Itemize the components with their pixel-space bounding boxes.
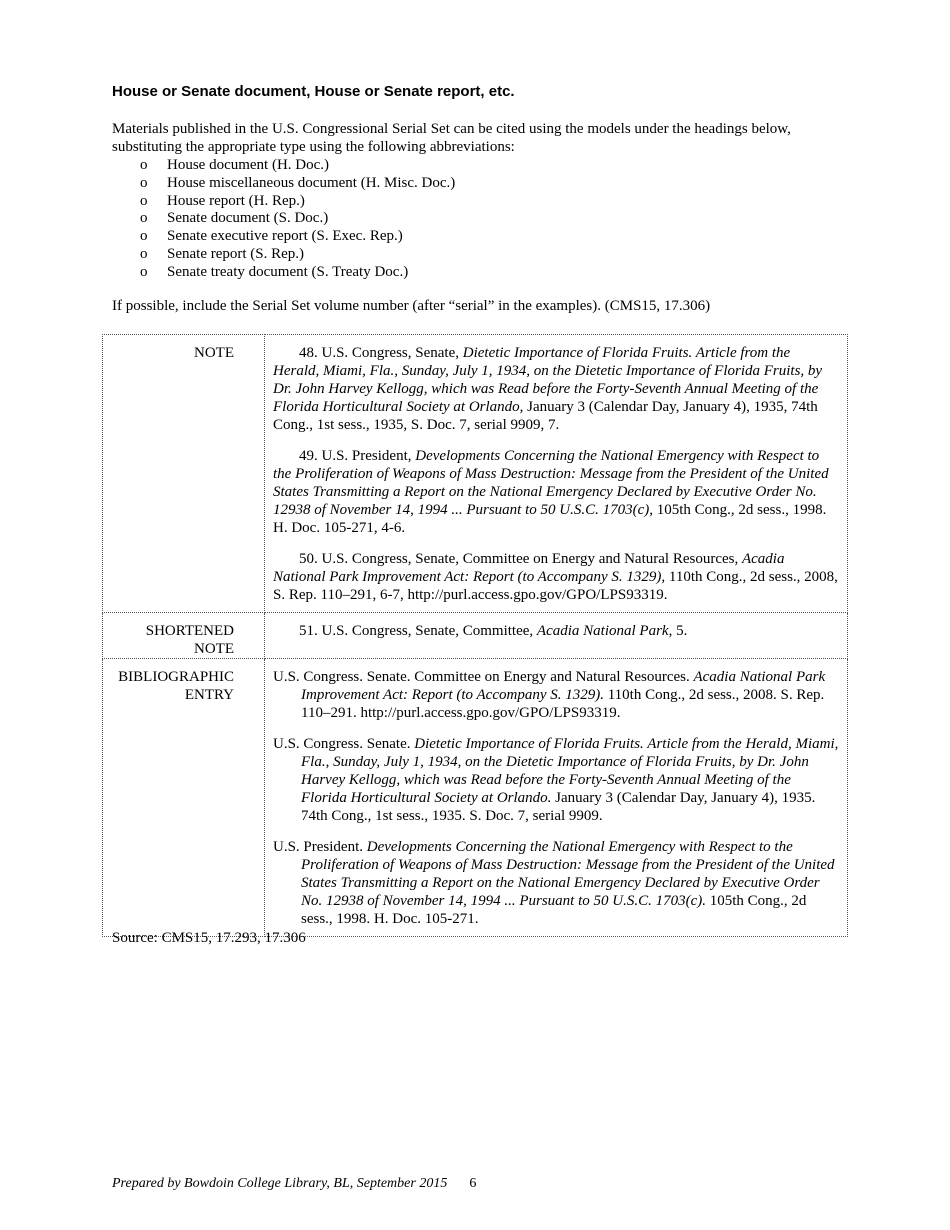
- citation-text: 110th Cong., 2d sess., 2008. S. Rep. 110–291. http://purl.access.gpo.gov/GPO/LPS93319.: [301, 687, 825, 721]
- bibliographic-entry-label: [103, 659, 265, 937]
- note-content: [265, 335, 848, 613]
- note-entry: [273, 447, 839, 537]
- citation-text: U.S. President.: [273, 839, 367, 855]
- list-item: [112, 156, 842, 174]
- page-number: 6: [469, 1176, 477, 1191]
- bib-entry: [273, 735, 839, 825]
- citation-text: January 3 (Calendar Day, January 4), 1935, 74th Cong., 1st sess., 1935, S. Doc. 7, serial 9909, 7.: [273, 399, 818, 433]
- citation-title: Developments Concerning the National Emergency with Respect to the Proliferation of Weapons of Mass Destruction: Message from the President of the United States Transmitting a Report on the National Emergency Declared by Executive Order No. 12938 of November 14, 1994 ... Pursuant to 50 U.S.C. 1703(c).: [301, 839, 835, 909]
- label-line: BIBLIOGRAPHIC: [118, 669, 234, 685]
- citation-text: January 3 (Calendar Day, January 4), 1935. 74th Cong., 1st sess., 1935. S. Doc. 7, serial 9909.: [301, 790, 816, 824]
- citation-text: 110th Cong., 2d sess., 2008, S. Rep. 110–291, 6-7, http://purl.access.gpo.gov/GPO/LPS93319.: [273, 569, 838, 603]
- citation-title: Dietetic Importance of Florida Fruits. Article from the Herald, Miami, Fla., Sunday, July 1, 1934, on the Dietetic Importance of Florida Fruits, by Dr. John Harvey Kellogg, which was Read before the Forty-Seventh Annual Meeting of the Florida Horticultural Society at Orlando.: [301, 736, 839, 806]
- intro-block: [112, 120, 842, 281]
- list-item-text: House miscellaneous document (H. Misc. Doc.): [167, 174, 456, 191]
- list-item: [112, 263, 842, 281]
- bibliographic-entry-row: [103, 659, 848, 937]
- list-item-text: House report (H. Rep.): [167, 192, 305, 209]
- list-item-text: Senate executive report (S. Exec. Rep.): [167, 228, 403, 245]
- list-item: [112, 245, 842, 263]
- citation-text: U.S. Congress. Senate. Committee on Energy and Natural Resources.: [273, 669, 694, 685]
- label-line: ENTRY: [184, 687, 234, 703]
- label-line: SHORTENED: [145, 623, 234, 639]
- citation-title: Acadia National Park Improvement Act: Report (to Accompany S. 1329),: [273, 551, 785, 585]
- bullet-icon: o: [140, 192, 148, 209]
- bullet-icon: o: [140, 210, 148, 227]
- shortened-note-content: [265, 613, 848, 659]
- bibliographic-entry-content: [265, 659, 848, 937]
- citation-title: Acadia National Park Improvement Act: Report (to Accompany S. 1329).: [301, 669, 826, 703]
- citation-title: Acadia National Park: [536, 623, 669, 639]
- list-item: [112, 192, 842, 210]
- list-item: [112, 174, 842, 192]
- citation-text: U.S. Congress. Senate.: [273, 736, 415, 752]
- citation-text: 48. U.S. Congress, Senate,: [299, 345, 463, 361]
- note-entry: [273, 550, 839, 604]
- bib-entry: [273, 838, 839, 928]
- bullet-icon: o: [140, 157, 148, 173]
- citation-text: 50. U.S. Congress, Senate, Committee on Energy and Natural Resources,: [299, 551, 742, 567]
- citation-table: [102, 334, 848, 937]
- list-item-text: Senate treaty document (S. Treaty Doc.): [167, 263, 409, 280]
- note-row: [103, 335, 848, 613]
- citation-title: Dietetic Importance of Florida Fruits. Article from the Herald, Miami, Fla., Sunday, July 1, 1934, on the Dietetic Importance of Florida Fruits, by Dr. John Harvey Kellogg, which was Read before the Forty-Seventh Annual Meeting of the Florida Horticultural Society at Orlando,: [273, 345, 823, 415]
- list-item: [112, 209, 842, 227]
- bullet-icon: o: [140, 263, 148, 280]
- section-heading: House or Senate document, House or Senate report, etc.: [112, 83, 515, 100]
- note-entry: [273, 622, 839, 640]
- footer-text: Prepared by Bowdoin College Library, BL, September 2015: [112, 1176, 448, 1191]
- list-item-text: House document (H. Doc.): [167, 157, 330, 173]
- bullet-icon: o: [140, 228, 148, 245]
- citation-text: 105th Cong., 2d sess., 1998. H. Doc. 105-271, 4-6.: [273, 502, 827, 536]
- citation-text: , 5.: [668, 623, 688, 639]
- list-item-text: Senate document (S. Doc.): [167, 210, 329, 227]
- bib-entry: [273, 668, 839, 722]
- citation-title: Developments Concerning the National Emergency with Respect to the Proliferation of Weapons of Mass Destruction: Message from the President of the United States Transmitting a Report on the National Emergency Declared by Executive Order No. 12938 of November 14, 1994 ... Pursuant to 50 U.S.C. 1703(c),: [273, 448, 829, 518]
- bullet-icon: o: [140, 245, 148, 262]
- abbreviation-list: [112, 156, 842, 281]
- note-label: NOTE: [103, 335, 265, 613]
- label-line: NOTE: [194, 641, 234, 657]
- shortened-note-row: [103, 613, 848, 659]
- note-entry: [273, 344, 839, 434]
- page-footer: [112, 1175, 476, 1193]
- source-line: Source: CMS15, 17.293, 17.306: [112, 930, 306, 946]
- citation-text: 105th Cong., 2d sess., 1998. H. Doc. 105-271.: [301, 893, 807, 927]
- intro-paragraph: Materials published in the U.S. Congressional Serial Set can be cited using the models under the headings below, substituting the appropriate type using the following abbreviations:: [112, 121, 791, 155]
- serial-set-note: If possible, include the Serial Set volume number (after “serial” in the examples). (CMS15, 17.306): [112, 298, 711, 314]
- shortened-note-label: [103, 613, 265, 659]
- citation-text: 49. U.S. President,: [299, 448, 416, 464]
- bullet-icon: o: [140, 174, 148, 191]
- citation-text: 51. U.S. Congress, Senate, Committee,: [299, 623, 537, 639]
- list-item: [112, 227, 842, 245]
- list-item-text: Senate report (S. Rep.): [167, 245, 305, 262]
